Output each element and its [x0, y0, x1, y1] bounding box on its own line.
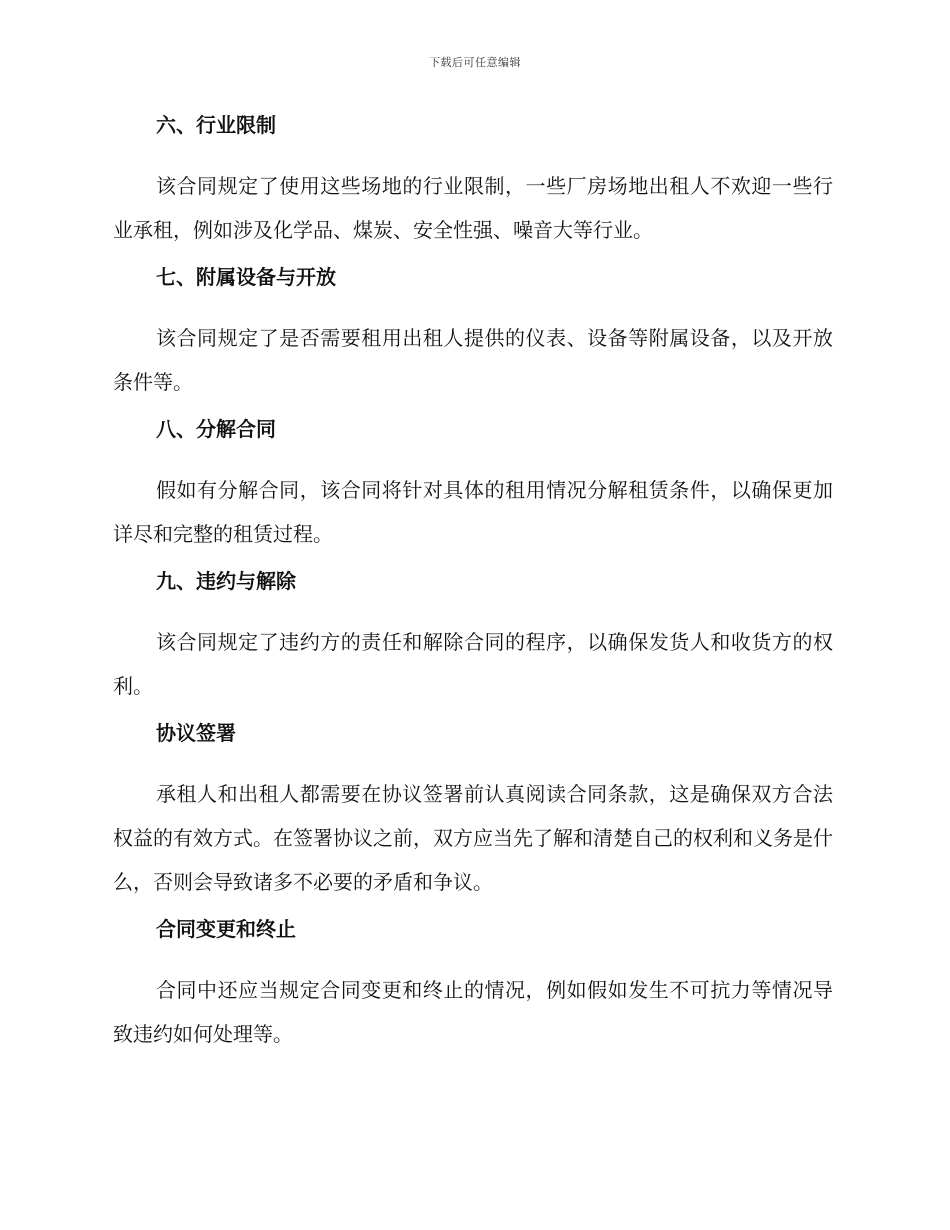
section-contract-breakdown: [113, 414, 833, 566]
section-paragraph: 合同中还应当规定合同变更和终止的情况，例如假如发生不可抗力等情况导致违约如何处理等。: [113, 978, 833, 1046]
section-paragraph: 该合同规定了是否需要租用出租人提供的仪表、设备等附属设备，以及开放条件等。: [113, 326, 833, 394]
section-heading: 六、行业限制: [156, 113, 276, 137]
section-heading: 合同变更和终止: [156, 917, 296, 941]
section-paragraph: 该合同规定了违约方的责任和解除合同的程序，以确保发货人和收货方的权利。: [113, 630, 833, 698]
section-heading: 协议签署: [156, 721, 236, 745]
section-heading: 九、违约与解除: [156, 569, 296, 593]
section-ancillary-equipment: [113, 262, 833, 414]
section-contract-change-termination: [113, 914, 833, 1056]
section-agreement-signing: [113, 718, 833, 914]
section-paragraph: 假如有分解合同，该合同将针对具体的租用情况分解租赁条件，以确保更加详尽和完整的租赁过程。: [113, 478, 833, 546]
section-paragraph: 该合同规定了使用这些场地的行业限制，一些厂房场地出租人不欢迎一些行业承租，例如涉及化学品、煤炭、安全性强、噪音大等行业。: [113, 174, 833, 242]
section-industry-restrictions: [113, 110, 833, 262]
section-heading: 七、附属设备与开放: [156, 265, 336, 289]
section-heading: 八、分解合同: [156, 417, 276, 441]
section-paragraph: 承租人和出租人都需要在协议签署前认真阅读合同条款，这是确保双方合法权益的有效方式。在签署协议之前，双方应当先了解和清楚自己的权利和义务是什么，否则会导致诸多不必要的矛盾和争议。: [113, 782, 833, 894]
page-header-text: 下载后可任意编辑: [429, 56, 521, 69]
document-body: [113, 110, 833, 1056]
section-breach-termination: [113, 566, 833, 718]
